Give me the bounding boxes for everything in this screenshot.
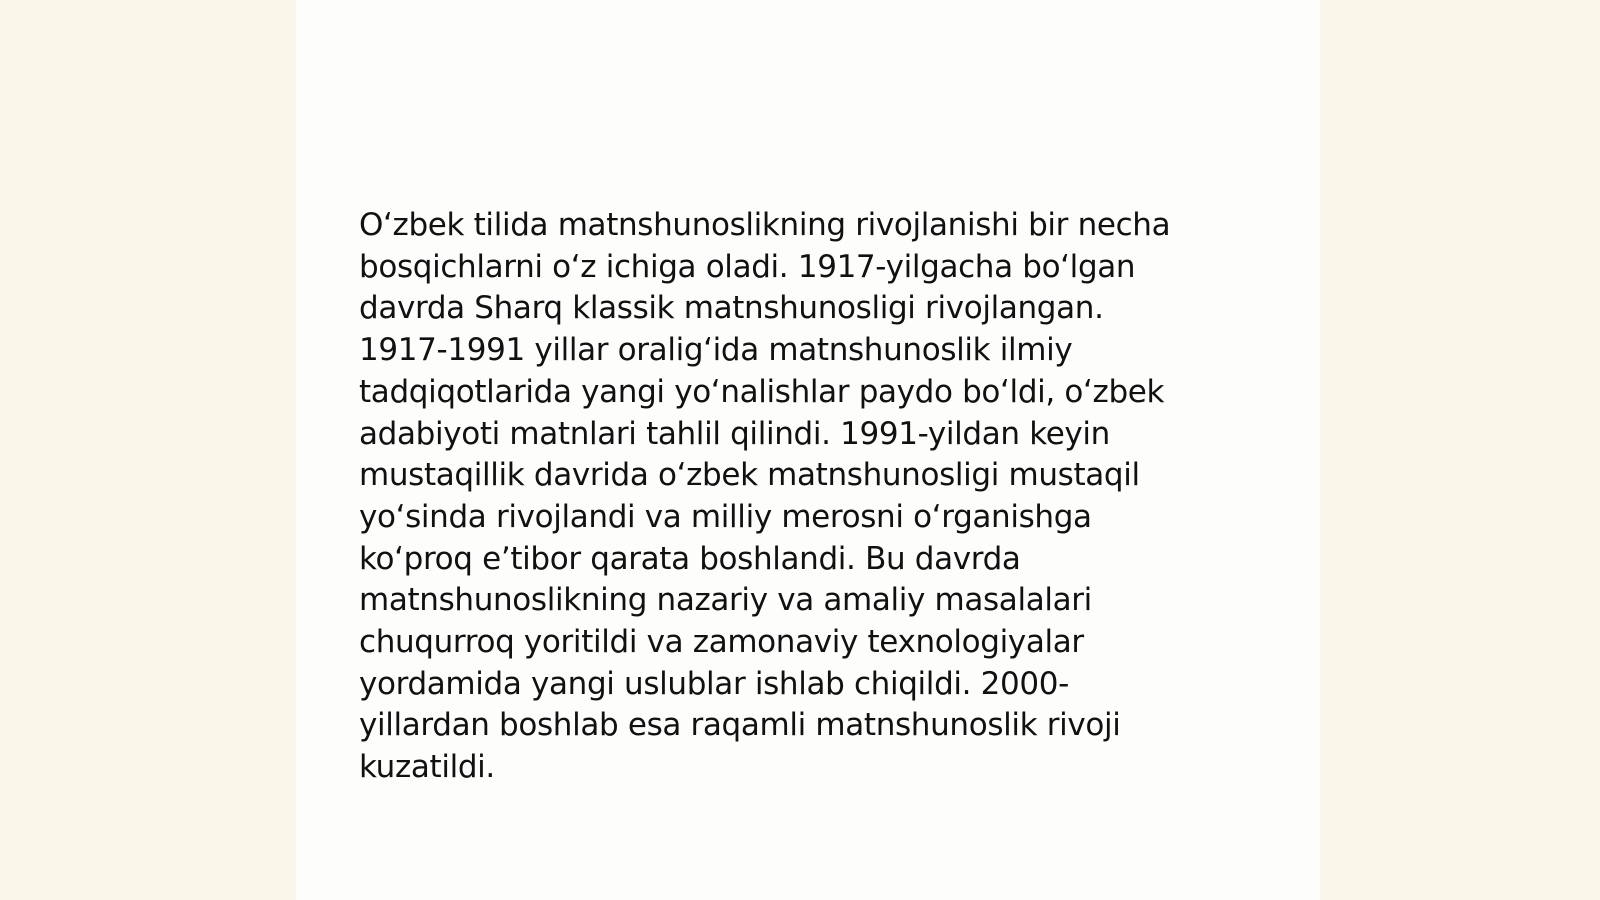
paragraph-line: bosqichlarni o‘z ichiga oladi. 1917-yilgacha bo‘lgan: [359, 248, 1136, 285]
paragraph-line: davrda Sharq klassik matnshunosligi rivojlangan.: [359, 290, 1104, 327]
paragraph-line: chuqurroq yoritildi va zamonaviy texnologiyalar: [359, 624, 1084, 661]
paragraph-line: tadqiqotlarida yangi yo‘nalishlar paydo bo‘ldi, o‘zbek: [359, 373, 1165, 410]
paragraph-line: matnshunoslikning nazariy va amaliy masalalari: [359, 582, 1092, 619]
paragraph-line: adabiyoti matnlari tahlil qilindi. 1991-yildan keyin: [359, 415, 1110, 452]
paragraph-line: yillardan boshlab esa raqamli matnshunoslik rivoji: [359, 707, 1121, 744]
slide-panel: [296, 0, 1320, 900]
body-paragraph: [359, 205, 1259, 789]
paragraph-line: yo‘sinda rivojlandi va milliy merosni o‘rganishga: [359, 498, 1092, 535]
paragraph-line: yordamida yangi uslublar ishlab chiqildi. 2000-: [359, 665, 1069, 702]
paragraph-line: mustaqillik davrida o‘zbek matnshunosligi mustaqil: [359, 457, 1140, 494]
paragraph-line: ko‘proq e’tibor qarata boshlandi. Bu davrda: [359, 540, 1021, 577]
paragraph-line: O‘zbek tilida matnshunoslikning rivojlanishi bir necha: [359, 207, 1171, 243]
paragraph-line: 1917-1991 yillar oralig‘ida matnshunoslik ilmiy: [359, 332, 1073, 369]
paragraph-line: kuzatildi.: [359, 749, 495, 786]
